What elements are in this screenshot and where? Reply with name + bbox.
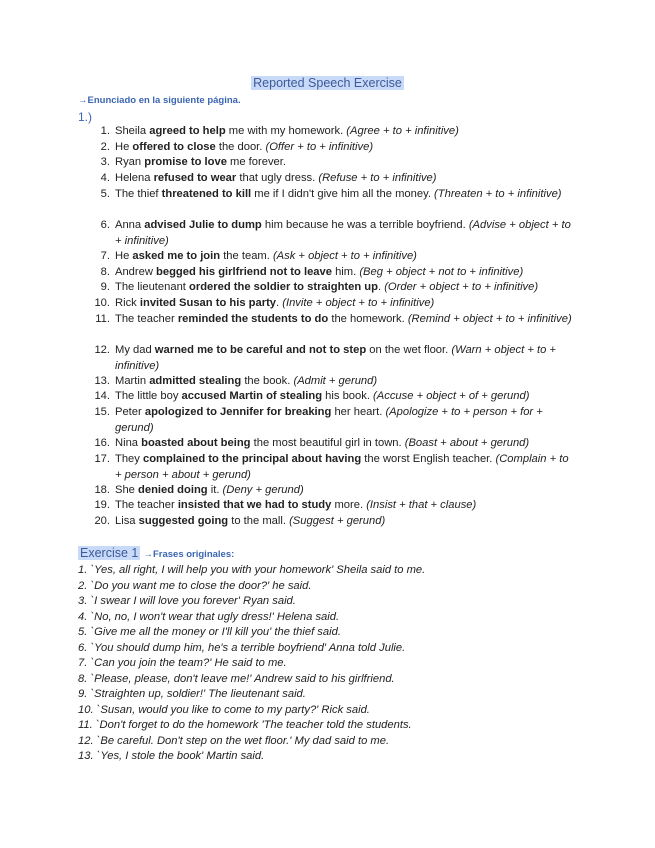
reported-verb-phrase: refused to wear — [153, 172, 237, 184]
list-item-text — [115, 343, 575, 374]
sentence-fragment: more. — [331, 499, 367, 511]
list-item-number: 8. — [100, 266, 110, 278]
grammar-pattern: (Deny + gerund) — [222, 484, 304, 496]
list-item — [90, 187, 575, 203]
list-item-number: 6. — [100, 219, 110, 231]
sentence-fragment: The lieutenant — [115, 281, 190, 293]
list-item — [90, 265, 575, 281]
reported-verb-phrase: offered to close — [132, 141, 216, 153]
original-sentences-list — [78, 563, 618, 765]
list-item-number: 9. — [100, 281, 110, 293]
list-item-text — [115, 218, 575, 249]
reported-verb-phrase: complained to the principal about having — [142, 453, 362, 465]
reported-verb-phrase: apologized to Jennifer for breaking — [144, 406, 332, 418]
list-item-number: 13. — [94, 375, 110, 387]
list-item-number: 16. — [94, 437, 110, 449]
list-item — [90, 296, 575, 312]
reported-verb-phrase: advised Julie to dump — [144, 219, 262, 231]
list-item-number: 17. — [94, 453, 110, 465]
list-item-number: 4. — [100, 172, 110, 184]
reported-verb-phrase: asked me to join — [132, 250, 221, 262]
sentence-fragment: the book. — [241, 375, 294, 387]
reported-verb-phrase: warned me to be careful and not to step — [154, 344, 367, 356]
sentence-fragment: me with my homework. — [225, 125, 347, 137]
reported-verb-phrase: boasted about being — [141, 437, 251, 449]
sentence-fragment: Sheila — [115, 125, 150, 137]
list-item — [90, 249, 575, 265]
list-item-number: 15. — [94, 406, 110, 418]
list-item — [90, 452, 575, 483]
list-item-text — [115, 155, 575, 171]
list-item-text — [115, 249, 575, 265]
sentence-fragment: . — [377, 281, 385, 293]
document-title-wrap — [0, 76, 655, 90]
sentence-fragment: me if I didn't give him all the money. — [251, 188, 435, 200]
list-item — [90, 389, 575, 405]
sentence-fragment: Helena — [115, 172, 154, 184]
grammar-pattern: (Ask + object + to + infinitive) — [272, 250, 417, 262]
sentence-fragment: the most beautiful girl in town. — [250, 437, 405, 449]
list-item — [90, 498, 575, 514]
grammar-pattern: (Refuse + to + infinitive) — [318, 172, 437, 184]
reported-verb-phrase: denied doing — [138, 484, 208, 496]
list-item — [90, 436, 575, 452]
list-item-text — [115, 483, 575, 499]
original-sentence: 6. `You should dump him, he's a terrible boyfriend' Anna told Julie. — [78, 641, 406, 654]
reported-verb-phrase: begged his girlfriend not to leave — [156, 266, 332, 278]
list-item-number: 1. — [100, 125, 110, 137]
sentence-fragment: Andrew — [115, 266, 157, 278]
reported-verb-phrase: accused Martin of stealing — [181, 390, 323, 402]
sentence-fragment: The little boy — [115, 390, 182, 402]
grammar-pattern: (Beg + object + not to + infinitive) — [359, 266, 524, 278]
list-item-number: 18. — [94, 484, 110, 496]
reported-verb-phrase: suggested going — [138, 515, 229, 527]
sentence-fragment: that ugly dress. — [236, 172, 319, 184]
grammar-pattern: (Advise + object + to + infinitive) — [115, 219, 571, 247]
list-item — [90, 140, 575, 156]
sentence-fragment: him. — [331, 266, 360, 278]
list-item-text — [115, 514, 575, 530]
list-item-text — [115, 171, 575, 187]
sentence-fragment: Peter — [115, 406, 145, 418]
grammar-pattern: (Warn + object + to + infinitive) — [115, 344, 556, 372]
list-item-number: 12. — [94, 344, 110, 356]
list-item-text — [115, 452, 575, 483]
grammar-pattern: (Accuse + object + of + gerund) — [373, 390, 530, 402]
original-sentence: 4. `No, no, I won't wear that ugly dress!' Helena said. — [78, 610, 340, 623]
grammar-pattern: (Remind + object + to + infinitive) — [407, 313, 572, 325]
original-sentence: 7. `Can you join the team?' He said to me. — [78, 657, 287, 669]
sentence-fragment: They — [115, 453, 143, 465]
enunciado-note: →Enunciado en la siguiente página. — [78, 95, 241, 106]
list-item-text — [115, 312, 575, 328]
list-item-number: 3. — [100, 156, 110, 168]
grammar-pattern: (Apologize + to + person + for + gerund) — [115, 406, 543, 434]
list-item-text — [115, 374, 575, 390]
exercise-header — [78, 546, 234, 560]
reported-verb-phrase: agreed to help — [149, 125, 226, 137]
list-item — [90, 124, 575, 140]
sentence-fragment: the door. — [215, 141, 266, 153]
section-number: 1.) — [78, 110, 93, 124]
list-item — [90, 218, 575, 249]
list-item-text — [115, 265, 575, 281]
sentence-fragment: on the wet floor. — [366, 344, 452, 356]
originales-label: →Frases originales: — [143, 549, 235, 560]
original-sentence: 11. `Don't forget to do the homework 'The teacher told the students. — [78, 719, 412, 731]
sentence-fragment: his book. — [322, 390, 374, 402]
sentence-fragment: The teacher — [115, 499, 178, 511]
reported-verb-phrase: threatened to kill — [161, 188, 252, 200]
list-item-text — [115, 296, 575, 312]
sentence-fragment: She — [115, 484, 139, 496]
sentence-fragment: Lisa — [115, 515, 139, 527]
list-item — [90, 483, 575, 499]
list-item-number: 14. — [94, 390, 110, 402]
original-sentence: 5. `Give me all the money or I'll kill you' the thief said. — [78, 626, 341, 638]
sentence-fragment: to the mall. — [228, 515, 290, 527]
sentence-fragment: me forever. — [226, 156, 286, 168]
list-item-text — [115, 389, 575, 405]
list-item-text — [115, 498, 575, 514]
grammar-pattern: (Agree + to + infinitive) — [346, 125, 459, 137]
document-title: Reported Speech Exercise — [253, 76, 402, 90]
list-item-text — [115, 436, 575, 452]
grammar-pattern: (Boast + about + gerund) — [404, 437, 530, 449]
sentence-fragment: Martin — [115, 375, 150, 387]
list-item — [90, 312, 575, 328]
grammar-pattern: (Threaten + to + infinitive) — [434, 188, 562, 200]
list-item-text — [115, 405, 575, 436]
original-sentence: 2. `Do you want me to close the door?' he said. — [78, 579, 312, 592]
grammar-pattern: (Offer + to + infinitive) — [265, 141, 374, 153]
original-sentence: 9. `Straighten up, soldier!' The lieutenant said. — [78, 688, 306, 700]
sentence-fragment: The thief — [115, 188, 162, 200]
reported-verb-phrase: invited Susan to his party — [139, 297, 277, 309]
sentence-fragment: the team. — [220, 250, 273, 262]
grammar-pattern: (Order + object + to + infinitive) — [384, 281, 539, 293]
sentence-fragment: The teacher — [115, 313, 178, 325]
list-item-text — [115, 124, 575, 140]
list-item-text — [115, 280, 575, 296]
sentence-fragment: her heart. — [331, 406, 386, 418]
reported-verb-phrase: reminded the students to do — [177, 313, 329, 325]
reported-verb-phrase: ordered the soldier to straighten up — [189, 281, 378, 293]
list-item — [90, 155, 575, 171]
sentence-fragment: him because he was a terrible boyfriend. — [261, 219, 469, 231]
sentence-fragment: Ryan — [115, 156, 145, 168]
sentence-fragment: the worst English teacher. — [361, 453, 496, 465]
original-sentence: 10. `Susan, would you like to come to my party?' Rick said. — [78, 703, 370, 716]
original-sentence: 8. `Please, please, don't leave me!' Andrew said to his girlfriend. — [78, 672, 395, 685]
grammar-pattern: (Invite + object + to + infinitive) — [282, 297, 435, 309]
sentence-fragment: Anna — [115, 219, 145, 231]
list-item — [90, 343, 575, 374]
grammar-pattern: (Insist + that + clause) — [366, 499, 477, 511]
list-item — [90, 280, 575, 296]
grammar-pattern: (Admit + gerund) — [293, 375, 378, 387]
list-item-text — [115, 140, 575, 156]
list-item-number: 11. — [95, 313, 110, 325]
original-sentence: 12. `Be careful. Don't step on the wet floor.' My dad said to me. — [78, 734, 390, 747]
list-item-number: 5. — [100, 188, 110, 200]
list-item — [90, 171, 575, 187]
grammar-pattern: (Suggest + gerund) — [289, 515, 386, 527]
sentence-fragment: the homework. — [328, 313, 408, 325]
grammar-pattern: (Complain + to + person + about + gerund) — [115, 453, 569, 481]
original-sentence: 1. `Yes, all right, I will help you with your homework' Sheila said to me. — [78, 564, 426, 576]
reported-verb-phrase: promise to love — [144, 156, 227, 168]
sentence-fragment: Rick — [115, 297, 140, 309]
list-item-number: 7. — [100, 250, 110, 262]
sentence-fragment: My dad — [115, 344, 155, 356]
sentence-fragment: . — [276, 297, 283, 309]
original-sentence: 3. `I swear I will love you forever' Ryan said. — [78, 595, 296, 607]
original-sentence: 13. `Yes, I stole the book' Martin said. — [78, 750, 265, 762]
list-item — [90, 405, 575, 436]
reported-verb-phrase: insisted that we had to study — [177, 499, 332, 511]
exercise-title: Exercise 1 — [80, 546, 139, 560]
sentence-fragment: it. — [207, 484, 223, 496]
list-item-text — [115, 187, 575, 203]
list-item-number: 20. — [94, 515, 110, 527]
sentence-fragment: He — [115, 141, 133, 153]
sentence-fragment: He — [115, 250, 133, 262]
sentence-fragment: Nina — [115, 437, 142, 449]
list-item — [90, 374, 575, 390]
list-item-number: 2. — [100, 141, 110, 153]
list-item-number: 19. — [94, 499, 110, 511]
reported-verb-phrase: admitted stealing — [149, 375, 242, 387]
list-item-number: 10. — [94, 297, 110, 309]
list-item — [90, 514, 575, 530]
